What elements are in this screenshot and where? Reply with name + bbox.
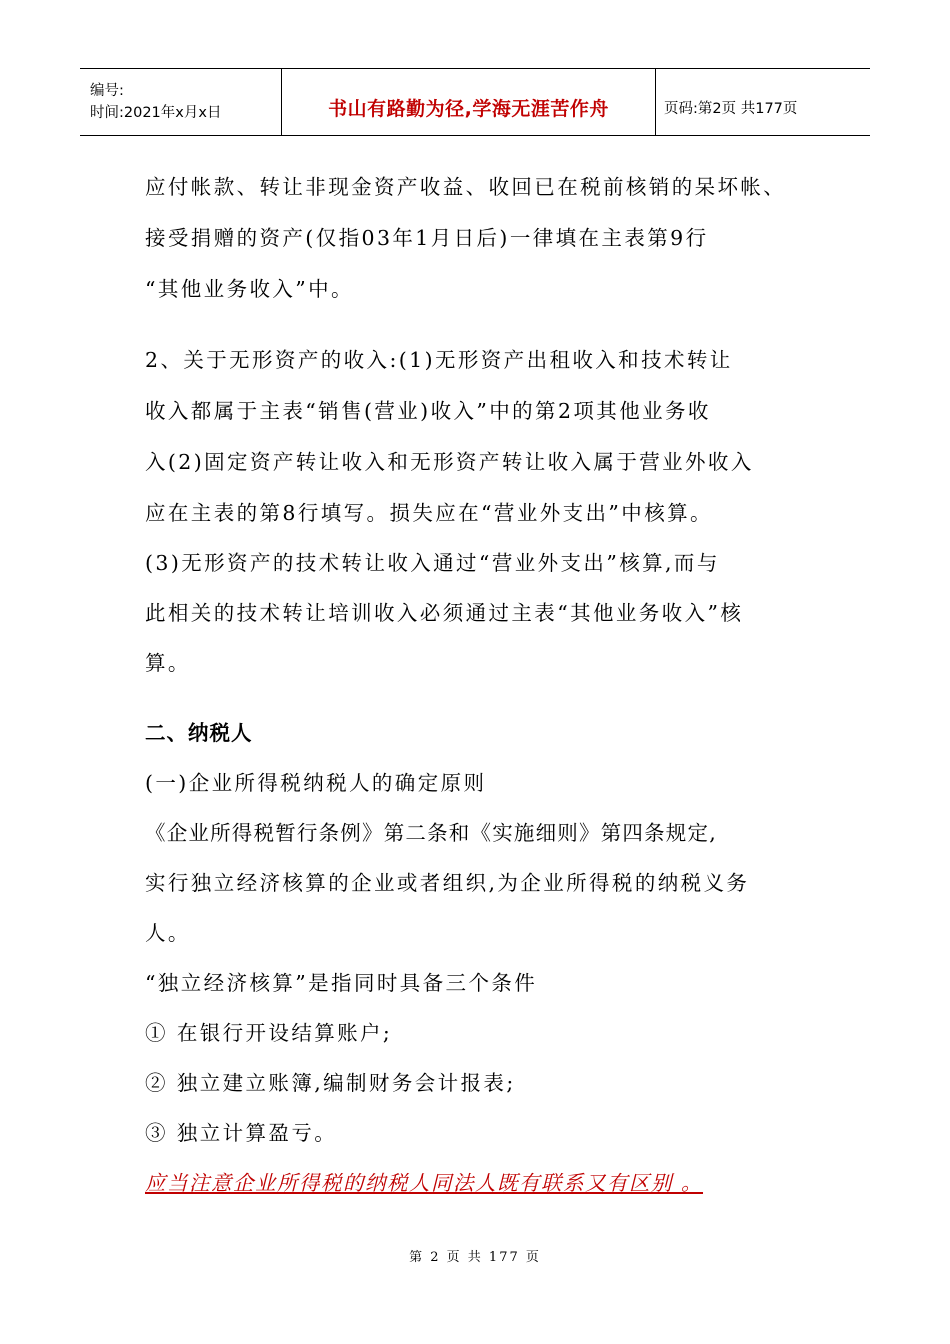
highlight-note: 应当注意企业所得税的纳税人同法人既有联系又有区别 。 — [145, 1171, 704, 1195]
paragraph-line: 2、关于无形资产的收入:(1)无形资产出租收入和技术转让 — [145, 348, 733, 372]
header-motto: 书山有路勤为径,学海无涯苦作舟 — [328, 97, 609, 120]
paragraph-line: 应付帐款、转让非现金资产收益、收回已在税前核销的呆坏帐、 — [145, 175, 787, 199]
paragraph-line: 人。 — [145, 921, 191, 945]
page-footer: 第 2 页 共 177 页 — [409, 1250, 541, 1265]
header-page-cell — [656, 69, 870, 135]
paragraph-line: 算。 — [145, 651, 191, 675]
header-motto-cell — [282, 69, 656, 135]
paragraph-line: 入(2)固定资产转让收入和无形资产转让收入属于营业外收入 — [145, 450, 754, 474]
paragraph-line: 《企业所得税暂行条例》第二条和《实施细则》第四条规定, — [145, 821, 717, 845]
subsection-heading: (一)企业所得税纳税人的确定原则 — [145, 771, 487, 795]
paragraph-line: “其他业务收入”中。 — [145, 277, 354, 301]
paragraph-line: “独立经济核算”是指同时具备三个条件 — [145, 971, 538, 995]
header-meta-cell — [80, 69, 282, 135]
document-time-label: 时间:2021年x月x日 — [90, 105, 222, 121]
list-item: ① 在银行开设结算账户; — [145, 1021, 393, 1045]
section-heading: 二、纳税人 — [145, 721, 253, 745]
paragraph-line: 接受捐赠的资产(仅指03年1月日后)一律填在主表第9行 — [145, 226, 709, 250]
paragraph-line: 应在主表的第8行填写。损失应在“营业外支出”中核算。 — [145, 501, 713, 525]
paragraph-line: 收入都属于主表“销售(营业)收入”中的第2项其他业务收 — [145, 399, 711, 423]
document-number-label: 编号: — [90, 83, 124, 99]
page-header — [80, 68, 870, 136]
paragraph-line: (3)无形资产的技术转让收入通过“营业外支出”核算,而与 — [145, 551, 720, 575]
list-item: ② 独立建立账簿,编制财务会计报表; — [145, 1071, 516, 1095]
paragraph-line: 实行独立经济核算的企业或者组织,为企业所得税的纳税义务 — [145, 871, 750, 895]
header-page-info: 页码:第2页 共177页 — [664, 100, 798, 117]
list-item: ③ 独立计算盈亏。 — [145, 1121, 338, 1145]
paragraph-line: 此相关的技术转让培训收入必须通过主表“其他业务收入”核 — [145, 601, 744, 625]
